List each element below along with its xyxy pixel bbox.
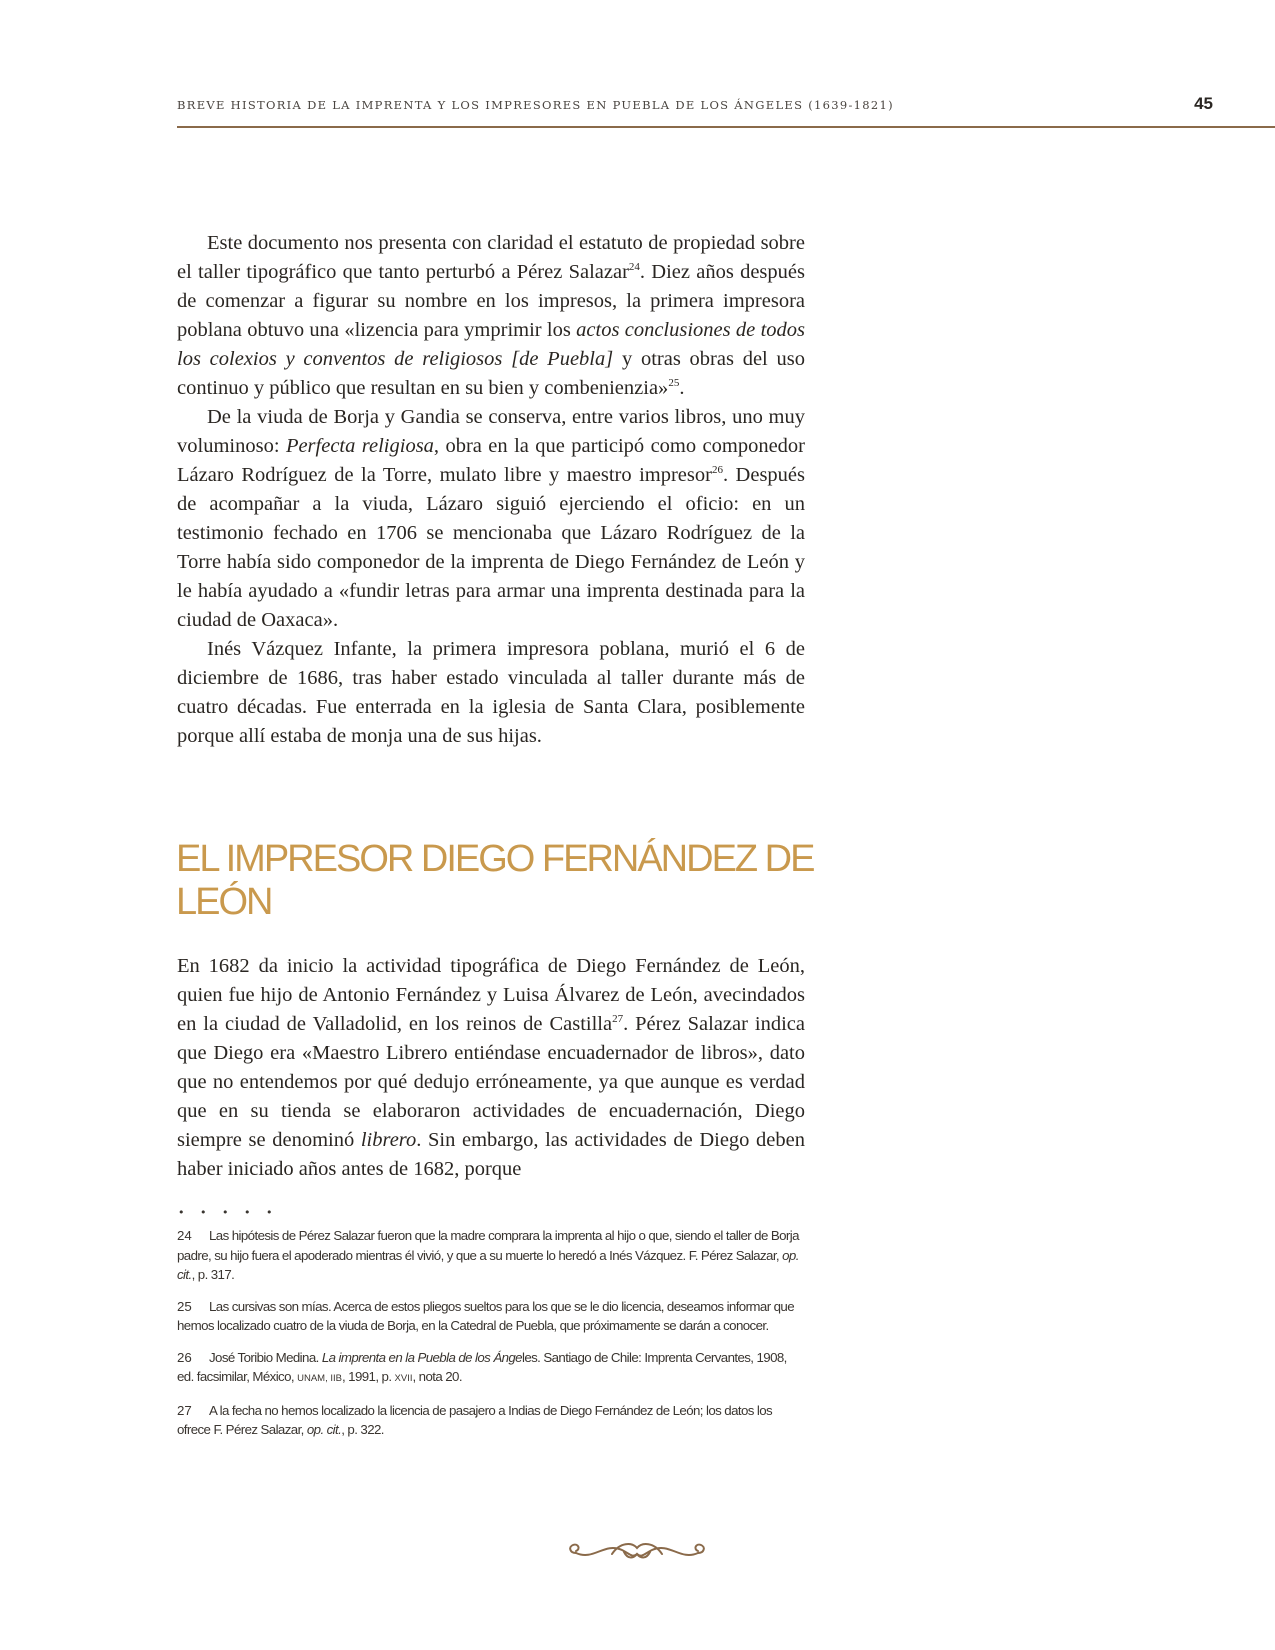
- paragraph-1: Este documento nos presenta con claridad el estatuto de propiedad sobre el taller tipográfico que tanto perturbó a Pérez Salazar$^{24}$. Diez años después de comenzar a figurar su nombre en los impresos, la primera impresora poblana obtuvo una «lizencia para ymprimir los actos conclusiones de todos los colexios y conventos de religiosos [de Puebla] y otras obras del uso continuo y público que resultan en su bien y combenienzia»$^{25}$.: [177, 232, 805, 399]
- footnote-25: 25 Las cursivas son mías. Acerca de estos pliegos sueltos para los que se le dio licencia, deseamos informar que hemos localizado cuatro de la viuda de Borja, en la Catedral de Puebla, que próximamente se darán a conocer.: [177, 1298, 795, 1333]
- footnote-ref-27[interactable]: 27: [612, 1013, 624, 1026]
- section-heading: EL IMPRESOR DIEGO FERNÁNDEZ DE LEÓN: [176, 838, 814, 923]
- page-number: 45: [1194, 94, 1213, 113]
- footnotes: [177, 1226, 805, 1452]
- paragraph-2: De la viuda de Borja y Gandia se conserva, entre varios libros, uno muy voluminoso: Perfecta religiosa, obra en la que participó como componedor Lázaro Rodríguez de la Torre, mulato libre y maestro impresor$^{26}$. Después de acompañar a la viuda, Lázaro siguió ejerciendo el oficio: en un testimonio fechado en 1706 se mencionaba que Lázaro Rodríguez de la Torre había sido componedor de la imprenta de Diego Fernández de León y le había ayudado a «fundir letras para armar una imprenta destinada para la ciudad de Oaxaca».: [177, 406, 805, 631]
- footnote-ref-24[interactable]: 24: [628, 261, 640, 274]
- body-text-block: [177, 229, 805, 751]
- footnote-ref-25[interactable]: 25: [668, 377, 680, 390]
- footnote-separator: • • • • •: [178, 1206, 279, 1219]
- paragraph-3: Inés Vázquez Infante, la primera impresora poblana, murió el 6 de diciembre de 1686, tras haber estado vinculada al taller durante más de cuatro décadas. Fue enterrada en la iglesia de Santa Clara, posiblemente porque allí estaba de monja una de sus hijas.: [177, 638, 805, 747]
- footnote-24: 24 Las hipótesis de Pérez Salazar fueron que la madre comprara la imprenta al hijo o que, siendo el taller de Borja padre, su hijo fuera el apoderado mientras él vivió, y que a su muerte lo heredó a Inés Vázquez. F. Pérez Salazar, op. cit., p. 317.: [177, 1228, 799, 1282]
- section-paragraph-1: En 1682 da inicio la actividad tipográfica de Diego Fernández de León, quien fue hijo de Antonio Fernández y Luisa Álvarez de León, avecindados en la ciudad de Valladolid, en los reinos de Castilla$^{27}$. Pérez Salazar indica que Diego era «Maestro Librero entiéndase encuadernador de libros», dato que no entendemos por qué dedujo erróneamente, ya que aunque es verdad que en su tienda se elaboraron actividades de encuadernación, Diego siempre se denominó librero. Sin embargo, las actividades de Diego deben haber iniciado años antes de 1682, porque: [177, 955, 805, 1180]
- section-body-text: [177, 952, 805, 1184]
- running-head: BREVE HISTORIA DE LA IMPRENTA Y LOS IMPRESORES EN PUEBLA DE LOS ÁNGELES (1639-1821): [177, 98, 894, 112]
- footnote-26: 26 José Toribio Medina. La imprenta en la Puebla de los Ángeles. Santiago de Chile: Imprenta Cervantes, 1908, ed. facsimilar, México, UNAM, IIB, 1991, p. XVII, nota 20.: [177, 1349, 787, 1384]
- scroll-flourish-icon: [562, 1536, 712, 1566]
- footnote-27: 27 A la fecha no hemos localizado la licencia de pasajero a Indias de Diego Fernández de León; los datos los ofrece F. Pérez Salazar, op. cit., p. 322.: [177, 1402, 773, 1437]
- footnote-ref-26[interactable]: 26: [711, 464, 723, 477]
- header-rule: [177, 126, 1275, 128]
